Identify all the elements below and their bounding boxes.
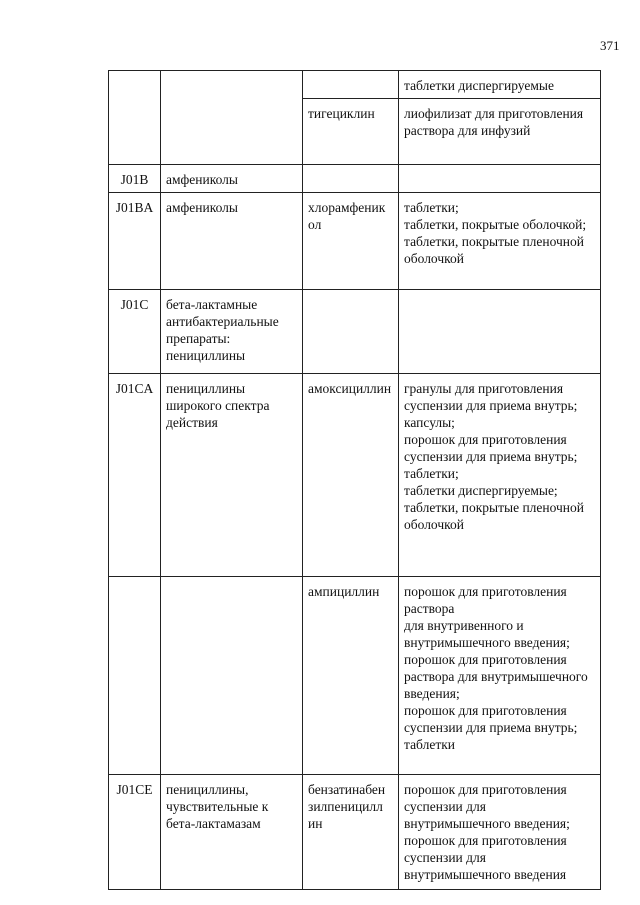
dosage-form-cell: гранулы для приготовления суспензии для приема внутрь; капсулы; порошок для приготовления суспензии для приема внутрь; таблетки; таблетки диспергируемые; таблетки, покрытые пленочной оболочкой	[399, 374, 601, 577]
drug-name-cell	[303, 71, 399, 99]
table-row	[109, 71, 601, 99]
drug-table	[108, 70, 601, 890]
group-name-cell: пенициллины, чувствительные к бета-лактамазам	[161, 775, 303, 890]
atc-code-cell: J01C	[109, 290, 161, 374]
dosage-form-cell	[399, 290, 601, 374]
group-name-cell: пенициллины широкого спектра действия	[161, 374, 303, 577]
dosage-form-cell: таблетки; таблетки, покрытые оболочкой; таблетки, покрытые пленочной оболочкой	[399, 193, 601, 290]
drug-name-cell	[303, 165, 399, 193]
drug-name-cell: ампициллин	[303, 577, 399, 775]
atc-code-cell	[109, 71, 161, 165]
dosage-form-cell: порошок для приготовления суспензии для внутримышечного введения; порошок для приготовления суспензии для внутримышечного введения	[399, 775, 601, 890]
table-row	[109, 165, 601, 193]
dosage-form-cell: таблетки диспергируемые	[399, 71, 601, 99]
atc-code-cell: J01B	[109, 165, 161, 193]
drug-name-cell: амоксициллин	[303, 374, 399, 577]
drug-name-cell	[303, 290, 399, 374]
table-row	[109, 193, 601, 290]
group-name-cell: бета-лактамные антибактериальные препараты: пенициллины	[161, 290, 303, 374]
table-row	[109, 290, 601, 374]
dosage-form-cell: лиофилизат для приготовления раствора для инфузий	[399, 99, 601, 165]
dosage-form-cell	[399, 165, 601, 193]
atc-code-cell: J01BA	[109, 193, 161, 290]
drug-name-cell: тигециклин	[303, 99, 399, 165]
drug-name-cell: бензатинабен зилпеницилл ин	[303, 775, 399, 890]
table-row	[109, 775, 601, 890]
atc-code-cell: J01CE	[109, 775, 161, 890]
dosage-form-cell: порошок для приготовления раствора для внутривенного и внутримышечного введения; порошок для приготовления раствора для внутримышечного введения; порошок для приготовления суспензии для приема внутрь; таблетки	[399, 577, 601, 775]
group-name-cell	[161, 71, 303, 165]
table-row	[109, 374, 601, 577]
group-name-cell: амфениколы	[161, 193, 303, 290]
drug-name-cell: хлорамфеник ол	[303, 193, 399, 290]
group-name-cell: амфениколы	[161, 165, 303, 193]
page-number: 371	[600, 38, 620, 53]
group-name-cell	[161, 577, 303, 775]
atc-code-cell: J01CA	[109, 374, 161, 577]
table-row	[109, 577, 601, 775]
atc-code-cell	[109, 577, 161, 775]
